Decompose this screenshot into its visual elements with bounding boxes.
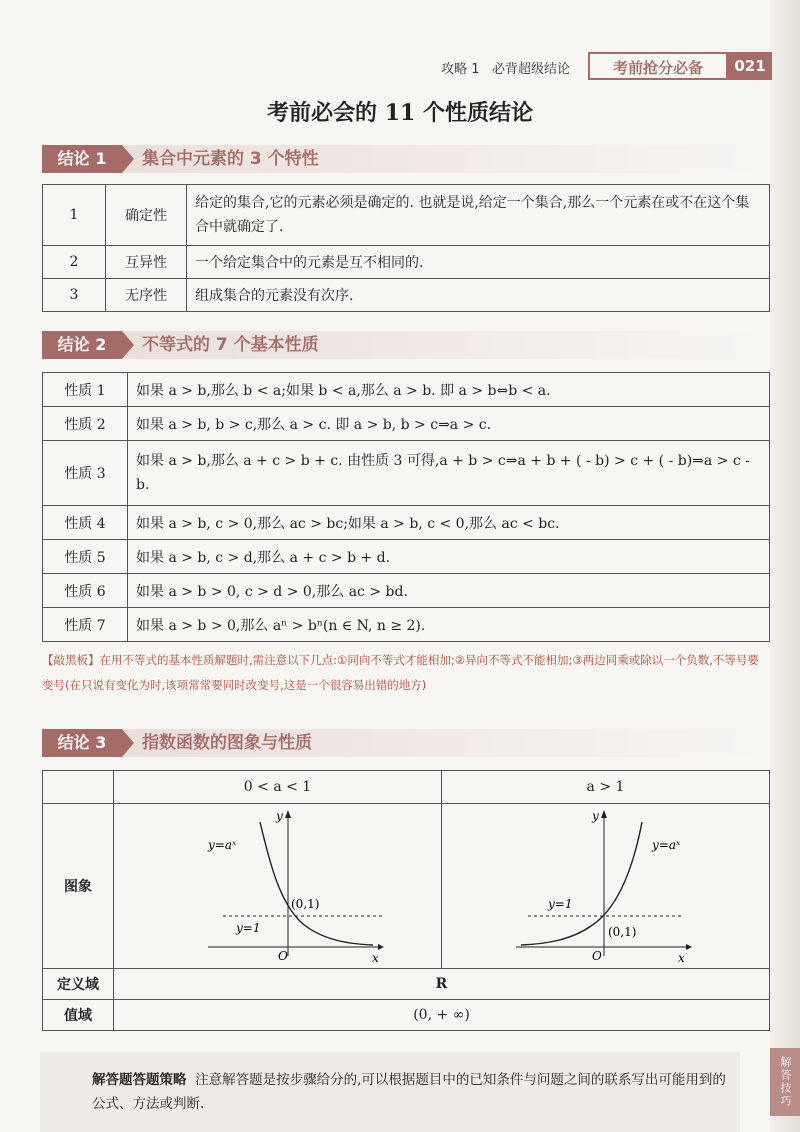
section-arrow-icon [122, 729, 134, 757]
property-desc: 如果 a > b, c > 0,那么 ac > bc;如果 a > b, c < 0,那么 ac < bc. [128, 506, 770, 540]
section-arrow-icon [122, 331, 134, 359]
asymptote-label: y=1 [235, 921, 260, 935]
property-name: 性质 1 [43, 373, 128, 407]
row-number: 1 [43, 185, 106, 246]
property-name: 确定性 [106, 185, 187, 246]
row-label-graph: 图象 [43, 804, 114, 969]
property-name: 性质 5 [43, 540, 128, 574]
col-header-0-a-1: 0 < a < 1 [114, 771, 442, 804]
header-box: 考前抢分必备 [588, 52, 728, 80]
table-row [43, 279, 770, 312]
section-arrow-icon [122, 145, 134, 173]
table-row [43, 574, 770, 608]
decreasing-exponential-graph [128, 804, 428, 964]
handwritten-note: 【敲黑板】在用不等式的基本性质解题时,需注意以下几点:①同向不等式才能相加;②异向不等式不能相加;③两边同乘或除以一个负数,不等号要变号(在只说有变化为时,该项常常要同时改变号,这是一个很容易出错的地方) [42, 653, 759, 692]
property-name: 互异性 [106, 246, 187, 279]
property-desc: 如果 a > b > 0, c > d > 0,那么 ac > bd. [128, 574, 770, 608]
table-row [43, 185, 770, 246]
y-label: y [275, 809, 283, 823]
table-row [43, 771, 770, 804]
x-label: x [371, 951, 379, 964]
y-axis-arrow-icon [601, 810, 607, 818]
col-header-a-gt-1: a > 1 [442, 771, 770, 804]
exponential-table [42, 770, 770, 1031]
property-name: 性质 6 [43, 574, 128, 608]
inequality-table [42, 372, 770, 642]
footer-lead: 解答题答题策略 [92, 1072, 187, 1088]
property-name: 性质 4 [43, 506, 128, 540]
property-desc: 给定的集合,它的元素必须是确定的. 也就是说,给定一个集合,那么一个元素在或不在这个集合中就确定了. [187, 185, 770, 246]
table-row [43, 1000, 770, 1031]
asymptote-label: y=1 [547, 897, 572, 911]
section-badge: 结论 3 [42, 729, 122, 757]
section-title: 指数函数的图象与性质 [142, 733, 312, 753]
section-title: 集合中元素的 3 个特性 [142, 149, 319, 169]
corner-cell [43, 771, 114, 804]
row-number: 3 [43, 279, 106, 312]
header-text [441, 58, 570, 77]
table-row [43, 441, 770, 506]
table-row [43, 804, 770, 969]
table-row [43, 506, 770, 540]
footer-text: 注意解答题是按步骤给分的,可以根据题目中的已知条件与问题之间的联系写出可能用到的公式、方法或判断. [92, 1072, 726, 1112]
x-label: x [677, 951, 685, 964]
row-label-domain: 定义域 [43, 969, 114, 1000]
curve-label: y=aˣ [207, 838, 236, 852]
property-name: 性质 3 [43, 441, 128, 506]
y-axis-arrow-icon [285, 810, 291, 818]
property-desc: 如果 a > b,那么 a + c > b + c. 由性质 3 可得,a + b > c⇒a + b + ( - b) > c + ( - b)⇒a > c - b. [128, 441, 770, 506]
section-1-header [42, 145, 770, 173]
page-header [0, 50, 800, 84]
section-3-header [42, 729, 770, 757]
page-number: 021 [728, 52, 772, 80]
graph-cell-increasing [442, 804, 770, 969]
origin-label: O [277, 949, 288, 963]
origin-label: O [591, 949, 602, 963]
row-number: 2 [43, 246, 106, 279]
property-name: 性质 2 [43, 407, 128, 441]
page-title: 考前必会的 11 个性质结论 [267, 100, 533, 126]
table-row [43, 540, 770, 574]
header-section: 攻略 1 [441, 62, 480, 77]
point-label: (0,1) [290, 897, 319, 911]
property-desc: 如果 a > b, c > d,那么 a + c > b + d. [128, 540, 770, 574]
exponential-curve [260, 822, 373, 945]
edge-tab: 解答技巧 [770, 1048, 800, 1116]
property-desc: 一个给定集合中的元素是互不相同的. [187, 246, 770, 279]
table-row [43, 969, 770, 1000]
increasing-exponential-graph [456, 804, 756, 964]
range-value: (0, + ∞) [114, 1000, 770, 1031]
row-label-range: 值域 [43, 1000, 114, 1031]
table-row [43, 373, 770, 407]
footer-strategy [92, 1068, 732, 1116]
curve-label: y=aˣ [651, 838, 680, 852]
section-badge: 结论 2 [42, 331, 122, 359]
property-desc: 组成集合的元素没有次序. [187, 279, 770, 312]
property-name: 无序性 [106, 279, 187, 312]
header-subtitle: 必背超级结论 [491, 62, 570, 77]
table-row [43, 407, 770, 441]
x-axis-arrow-icon [378, 944, 384, 950]
property-desc: 如果 a > b,那么 b < a;如果 b < a,那么 a > b. 即 a > b⇔b < a. [128, 373, 770, 407]
y-label: y [591, 809, 599, 823]
section-title: 不等式的 7 个基本性质 [142, 335, 319, 355]
x-axis-arrow-icon [686, 944, 692, 950]
domain-value: R [114, 969, 770, 1000]
section-badge: 结论 1 [42, 145, 122, 173]
graph-cell-decreasing [114, 804, 442, 969]
set-properties-table [42, 184, 770, 312]
page-edge [770, 0, 800, 1132]
table-row [43, 608, 770, 642]
point-label: (0,1) [607, 925, 636, 939]
table-row [43, 246, 770, 279]
property-desc: 如果 a > b > 0,那么 aⁿ > bⁿ(n ∈ N, n ≥ 2). [128, 608, 770, 642]
section-2-header [42, 331, 770, 359]
property-desc: 如果 a > b, b > c,那么 a > c. 即 a > b, b > c⇒a > c. [128, 407, 770, 441]
property-name: 性质 7 [43, 608, 128, 642]
